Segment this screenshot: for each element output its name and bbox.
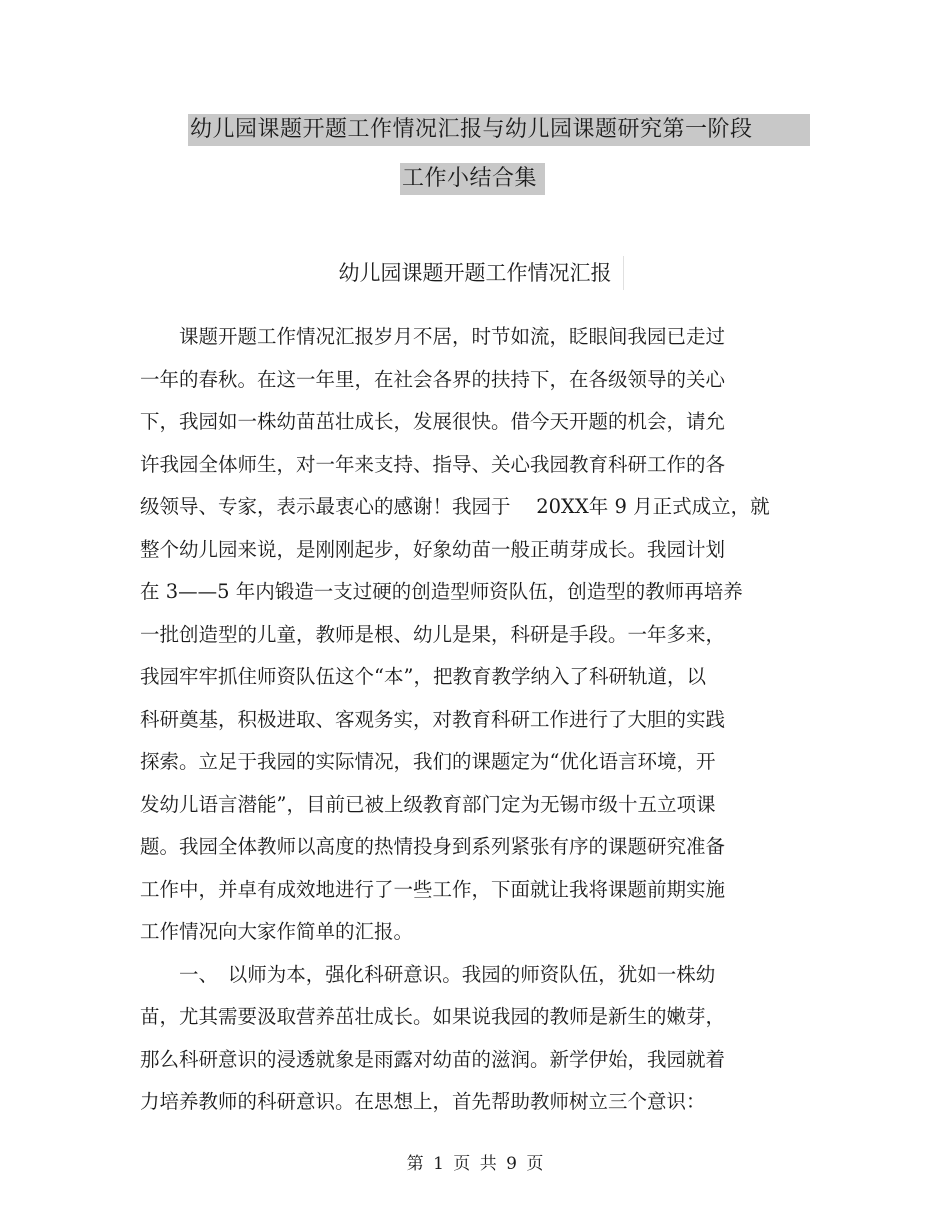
body-line: 课题开题工作情况汇报岁月不居，时节如流，眨眼间我园已走过 — [140, 325, 726, 348]
body-line: 一年的春秋。在这一年里，在社会各界的扶持下，在各级领导的关心 — [140, 367, 726, 391]
document-title-line-2: 工作小结合集 — [400, 163, 545, 195]
body-line: 发幼儿语言潜能”，目前已被上级教育部门定为无锡市级十五立项课 — [140, 792, 716, 816]
body-line: 苗，尤其需要汲取营养茁壮成长。如果说我园的教师是新生的嫩芽， — [140, 1005, 726, 1028]
body-line: 许我园全体师生，对一年来支持、指导、关心我园教育科研工作的各 — [140, 452, 726, 476]
body-line: 力培养教师的科研意识。在思想上，首先帮助教师树立三个意识： — [140, 1090, 706, 1113]
body-line: 一批创造型的儿童，教师是根、幼儿是果，科研是手段。一年多来， — [140, 622, 726, 646]
body-line: 级领导、专家，表示最衷心的感谢！我园于 20XX年 9 月正式成立，就 — [140, 495, 770, 518]
body-line: 我园牢牢抓住师资队伍这个“本”，把教育教学纳入了科研轨道，以 — [140, 665, 706, 688]
body-line: 整个幼儿园来说，是刚刚起步，好象幼苗一般正萌芽成长。我园计划 — [140, 537, 726, 561]
body-line: 一、 以师为本，强化科研意识。我园的师资队伍，犹如一株幼 — [140, 962, 716, 986]
body-line: 工作情况向大家作简单的汇报。 — [140, 920, 414, 943]
body-line: 科研奠基，积极进取、客观务实，对教育科研工作进行了大胆的实践 — [140, 707, 726, 731]
body-line: 下，我园如一株幼苗茁壮成长，发展很快。借今天开题的机会，请允 — [140, 410, 726, 433]
cursor-divider — [623, 256, 624, 290]
page-footer: 第 1 页 共 9 页 — [406, 1154, 544, 1174]
section-title: 幼儿园课题开题工作情况汇报 — [338, 261, 612, 285]
body-line: 在 3——5 年内锻造一支过硬的创造型师资队伍，创造型的教师再培养 — [140, 580, 743, 603]
body-line: 工作中，并卓有成效地进行了一些工作，下面就让我将课题前期实施 — [140, 877, 726, 901]
body-line: 探索。立足于我园的实际情况，我们的课题定为“优化语言环境，开 — [140, 750, 716, 773]
body-line: 那么科研意识的浸透就象是雨露对幼苗的滋润。新学伊始，我园就着 — [140, 1047, 726, 1071]
document-title-line-1: 幼儿园课题开题工作情况汇报与幼儿园课题研究第一阶段 — [188, 114, 810, 146]
body-line: 题。我园全体教师以高度的热情投身到系列紧张有序的课题研究准备 — [140, 835, 726, 858]
